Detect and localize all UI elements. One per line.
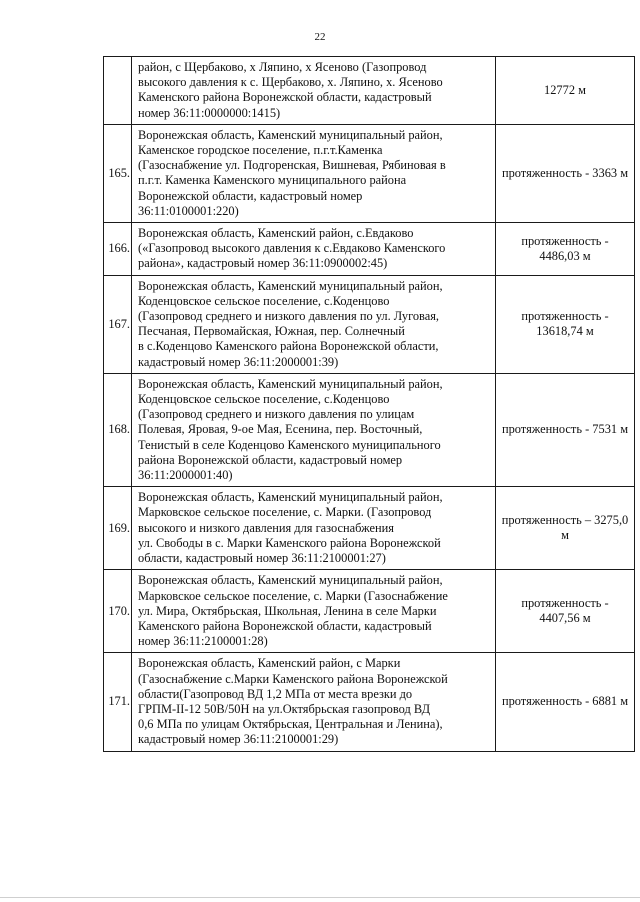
description-line: Каменского района Воронежской области, кадастровый (138, 618, 432, 633)
description-line: п.г.т. Каменка Каменского муниципального района (138, 173, 407, 188)
description-line: Марковское сельское поселение, с. Марки (Газоснабжение (138, 588, 448, 603)
description-line: Каменское городское поселение, п.г.т.Каменка (138, 143, 383, 158)
description-line: Воронежская область, Каменский муниципальный район, (138, 278, 443, 293)
page-bottom-edge (0, 897, 640, 898)
description-line: Каменского района Воронежской области, кадастровый (138, 90, 432, 105)
object-description (132, 653, 496, 751)
description-line: Марковское сельское поселение, с. Марки. (Газопровод (138, 505, 432, 520)
description-line: (Газопровод среднего и низкого давления по улицам (138, 407, 415, 422)
row-number: 167. (104, 275, 132, 373)
description-line: Тенистый в селе Коденцово Каменского муниципального (138, 437, 441, 452)
object-description (132, 223, 496, 276)
description-line: (Газопровод среднего и низкого давления по ул. Луговая, (138, 309, 440, 324)
table-row (104, 223, 635, 276)
description-line: ГРПМ-II-12 50В/50Н на ул.Октябрьская газопровод ВД (138, 701, 431, 716)
description-line: района», кадастровый номер 36:11:0900002:45) (138, 256, 388, 271)
table-row (104, 275, 635, 373)
description-line: Воронежской области, кадастровый номер (138, 188, 363, 203)
row-number: 169. (104, 487, 132, 570)
row-number: 168. (104, 373, 132, 486)
object-length: протяженность - 4407,56 м (496, 570, 635, 653)
description-line: ул. Мира, Октябрьская, Школьная, Ленина в селе Марки (138, 603, 437, 618)
object-length: 12772 м (496, 57, 635, 125)
object-description (132, 57, 496, 125)
description-line: 36:11:0100001:220) (138, 203, 239, 218)
object-length: протяженность - 4486,03 м (496, 223, 635, 276)
description-line: Воронежская область, Каменский район, с.Евдаково (138, 226, 414, 241)
description-line: Полевая, Яровая, 9-ое Мая, Есенина, пер. Восточный, (138, 422, 423, 437)
object-description (132, 124, 496, 222)
object-description (132, 570, 496, 653)
description-line: области, кадастровый номер 36:11:2100001:27) (138, 551, 386, 566)
row-number (104, 57, 132, 125)
description-line: кадастровый номер 36:11:2000001:39) (138, 354, 339, 369)
description-line: Коденцовское сельское поселение, с.Коденцово (138, 293, 390, 308)
row-number: 170. (104, 570, 132, 653)
description-line: 0,6 МПа по улицам Октябрьская, Центральная и Ленина), (138, 717, 443, 732)
description-line: кадастровый номер 36:11:2100001:29) (138, 732, 339, 747)
description-line: Воронежская область, Каменский муниципальный район, (138, 573, 443, 588)
object-length: протяженность - 6881 м (496, 653, 635, 751)
description-line: Песчаная, Первомайская, Южная, пер. Солнечный (138, 324, 405, 339)
description-line: Воронежская область, Каменский район, с Марки (138, 656, 401, 671)
description-line: района Воронежской области, кадастровый номер (138, 452, 403, 467)
object-length: протяженность - 13618,74 м (496, 275, 635, 373)
description-line: (Газоснабжение с.Марки Каменского района Воронежской (138, 671, 448, 686)
table-row (104, 124, 635, 222)
object-description (132, 487, 496, 570)
description-line: в с.Коденцово Каменского района Воронежской области, (138, 339, 439, 354)
description-line: (Газоснабжение ул. Подгоренская, Вишневая, Рябиновая в (138, 158, 446, 173)
object-length: протяженность - 7531 м (496, 373, 635, 486)
page-number: 22 (314, 31, 326, 43)
table-row (104, 653, 635, 751)
object-length: протяженность - 3363 м (496, 124, 635, 222)
row-number: 171. (104, 653, 132, 751)
description-line: Коденцовское сельское поселение, с.Коденцово (138, 392, 390, 407)
description-line: («Газопровод высокого давления к с.Евдаково Каменского (138, 241, 446, 256)
description-line: район, с Щербаково, х Ляпино, х Ясеново (Газопровод (138, 60, 427, 74)
description-line: номер 36:11:2100001:28) (138, 634, 268, 649)
row-number: 166. (104, 223, 132, 276)
registry-table (103, 56, 635, 752)
object-description (132, 373, 496, 486)
table-row (104, 57, 635, 125)
description-line: Воронежская область, Каменский муниципальный район, (138, 376, 443, 391)
description-line: Воронежская область, Каменский муниципальный район, (138, 490, 443, 505)
description-line: номер 36:11:0000000:1415) (138, 105, 281, 120)
description-line: области(Газопровод ВД 1,2 МПа от места врезки до (138, 686, 413, 701)
description-line: 36:11:2000001:40) (138, 468, 233, 483)
table-row (104, 570, 635, 653)
description-line: Воронежская область, Каменский муниципальный район, (138, 127, 443, 142)
description-line: высокого давления к с. Щербаково, х. Ляпино, х. Ясеново (138, 75, 443, 90)
table-row (104, 487, 635, 570)
object-length: протяженность – 3275,0 м (496, 487, 635, 570)
row-number: 165. (104, 124, 132, 222)
description-line: ул. Свободы в с. Марки Каменского района Воронежской (138, 535, 441, 550)
table-row (104, 373, 635, 486)
object-description (132, 275, 496, 373)
table-body (104, 57, 635, 752)
description-line: высокого и низкого давления для газоснабжения (138, 520, 394, 535)
